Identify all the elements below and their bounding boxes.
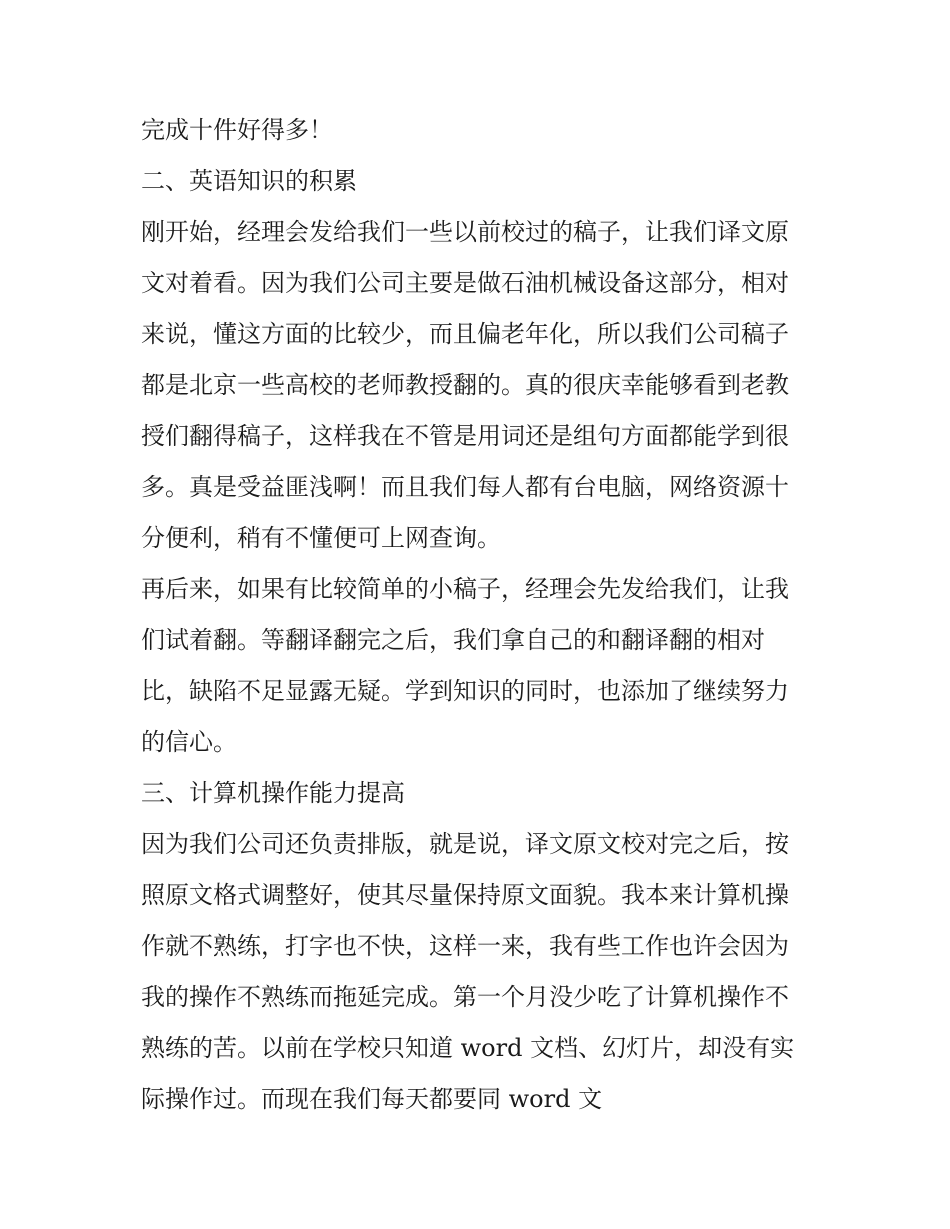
text-line: 作就不熟练，打字也不快，这样一来，我有些工作也许会因为 <box>141 932 789 960</box>
text-line: 比，缺陷不足显露无疑。学到知识的同时，也添加了继续努力 <box>141 677 789 705</box>
text-line: 多。真是受益匪浅啊！而且我们每人都有台电脑，网络资源十 <box>141 473 789 501</box>
document-body <box>141 105 813 1125</box>
text-line: 我的操作不熟练而拖延完成。第一个月没少吃了计算机操作不 <box>141 983 789 1011</box>
text-line: 完成十件好得多！ <box>141 116 333 144</box>
text-line: 刚开始，经理会发给我们一些以前校过的稿子，让我们译文原 <box>141 218 789 246</box>
text-line: 的信心。 <box>141 728 237 756</box>
text-line: 熟练的苦。以前在学校只知道 word 文档、幻灯片，却没有实 <box>141 1034 795 1062</box>
text-line: 们试着翻。等翻译翻完之后，我们拿自己的和翻译翻的相对 <box>141 626 765 654</box>
section-heading: 二、英语知识的积累 <box>141 167 357 195</box>
text-line: 因为我们公司还负责排版，就是说，译文原文校对完之后，按 <box>141 830 789 858</box>
text-line: 来说，懂这方面的比较少，而且偏老年化，所以我们公司稿子 <box>141 320 789 348</box>
text-line: 都是北京一些高校的老师教授翻的。真的很庆幸能够看到老教 <box>141 371 789 399</box>
text-line: 分便利，稍有不懂便可上网查询。 <box>141 524 501 552</box>
text-line: 文对着看。因为我们公司主要是做石油机械设备这部分，相对 <box>141 269 789 297</box>
text-line: 授们翻得稿子，这样我在不管是用词还是组句方面都能学到很 <box>141 422 789 450</box>
text-line: 再后来，如果有比较简单的小稿子，经理会先发给我们，让我 <box>141 575 789 603</box>
section-heading: 三、计算机操作能力提高 <box>141 779 405 807</box>
text-line: 照原文格式调整好，使其尽量保持原文面貌。我本来计算机操 <box>141 881 789 909</box>
text-line: 际操作过。而现在我们每天都要同 word 文 <box>141 1085 603 1113</box>
